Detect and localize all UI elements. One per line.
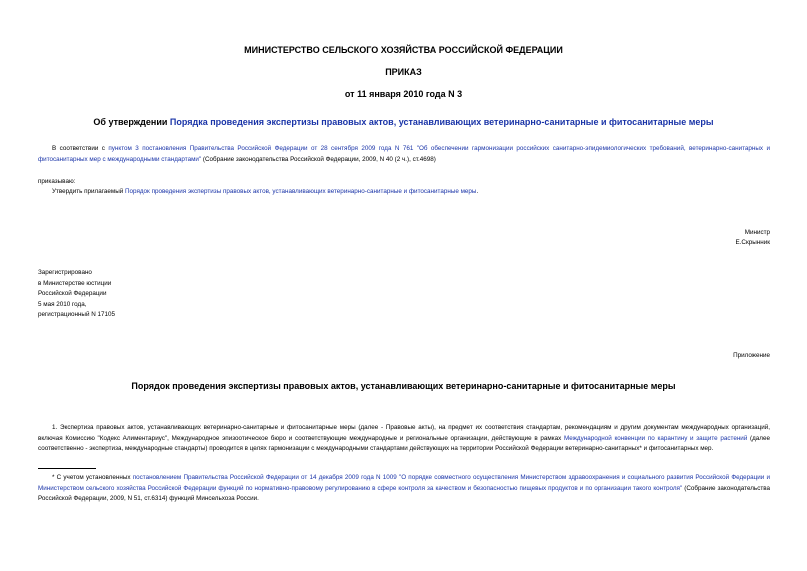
footnote bbox=[38, 473, 770, 505]
order-text-2: . bbox=[476, 188, 479, 195]
paragraph-1-text-1: 1. Экспертиза правовых актов, устанавливающих ветеринарно-санитарные и фитосанитарные меры (далее - Правовые акты), на предмет их соответствия стандартам, рекомендациям и другим документам международных организаций, включая Комиссию "Кодекс Алиментариус", Международное эпизоотическое бюро и соответствующие международные и региональные организации, действующие в рамках bbox=[38, 424, 770, 442]
doc-type-heading: ПРИКАЗ bbox=[385, 67, 422, 77]
registration-block bbox=[38, 268, 115, 321]
paragraph-1 bbox=[38, 423, 770, 455]
preamble-paragraph bbox=[38, 144, 770, 165]
order-text-1: Утвердить прилагаемый bbox=[52, 188, 126, 195]
order-word: приказываю: bbox=[38, 178, 76, 185]
order-paragraph bbox=[52, 187, 770, 198]
footnote-text-2: (Собрание законодательства Российской Федерации, 2009, N 51, ст.6314) функций Минсельхоза России. bbox=[38, 484, 771, 502]
appendix-title: Порядок проведения экспертизы правовых актов, устанавливающих ветеринарно-санитарные и фитосанитарные меры bbox=[131, 381, 676, 391]
registration-line: в Министерстве юстиции bbox=[38, 279, 112, 287]
appendix-label: Приложение bbox=[733, 352, 770, 359]
paragraph-1-text-2: (далее соответственно - экспертиза, международные стандарты) проводится в целях гармонизации с международными стандартами действующих на территории Российской Федерации ветеринарно-санитарных* и фитосанитарных мер. bbox=[38, 434, 770, 452]
signature-name: Е.Скрынник bbox=[735, 239, 770, 246]
preamble-text-1: В соответствии с bbox=[52, 145, 109, 152]
date-number-heading: от 11 января 2010 года N 3 bbox=[344, 89, 463, 99]
paragraph-1-link[interactable]: Международной конвенции по карантину и защите растений bbox=[563, 434, 748, 442]
registration-line: 5 мая 2010 года, bbox=[38, 300, 87, 308]
signature-position: Министр bbox=[744, 229, 770, 236]
registration-line: регистрационный N 17105 bbox=[38, 311, 116, 318]
order-link[interactable]: Порядок проведения экспертизы правовых актов, устанавливающих ветеринарно-санитарные и фитосанитарные меры bbox=[125, 188, 477, 195]
ministry-heading: МИНИСТЕРСТВО СЕЛЬСКОГО ХОЗЯЙСТВА РОССИЙСКОЙ ФЕДЕРАЦИИ bbox=[244, 45, 563, 55]
footnote-divider bbox=[38, 468, 96, 469]
title-link[interactable]: Порядка проведения экспертизы правовых актов, устанавливающих ветеринарно-санитарные и фитосанитарные меры bbox=[169, 117, 714, 127]
registration-line: Зарегистрировано bbox=[38, 269, 92, 276]
title-prefix: Об утверждении bbox=[93, 117, 170, 127]
preamble-text-2: (Собрание законодательства Российской Федерации, 2009, N 40 (2 ч.), ст.4698) bbox=[201, 155, 436, 163]
document-title bbox=[0, 117, 807, 127]
footnote-text-1: * С учетом установленных bbox=[52, 474, 133, 481]
registration-line: Российской Федерации bbox=[38, 290, 107, 297]
preamble-link[interactable]: пунктом 3 постановления Правительства Российской Федерации от 28 сентября 2009 года N 761 "Об обеспечении гармонизации российских санитарно-эпидемиологических требований, ветеринарно-санитарных и фитосанитарных мер с международными стандартами" bbox=[38, 145, 771, 163]
footnote-link[interactable]: постановлением Правительства Российской Федерации от 14 декабря 2009 года N 1009 "О порядке совместного осуществления Министерством здравоохранения и социального развития Российской Федерации и Министерством сельского хозяйства Российской Федерации функций по нормативно-правовому регулированию в сфере контроля за качеством и безопасностью пищевых продуктов и по организации такого контроля" bbox=[38, 474, 771, 492]
